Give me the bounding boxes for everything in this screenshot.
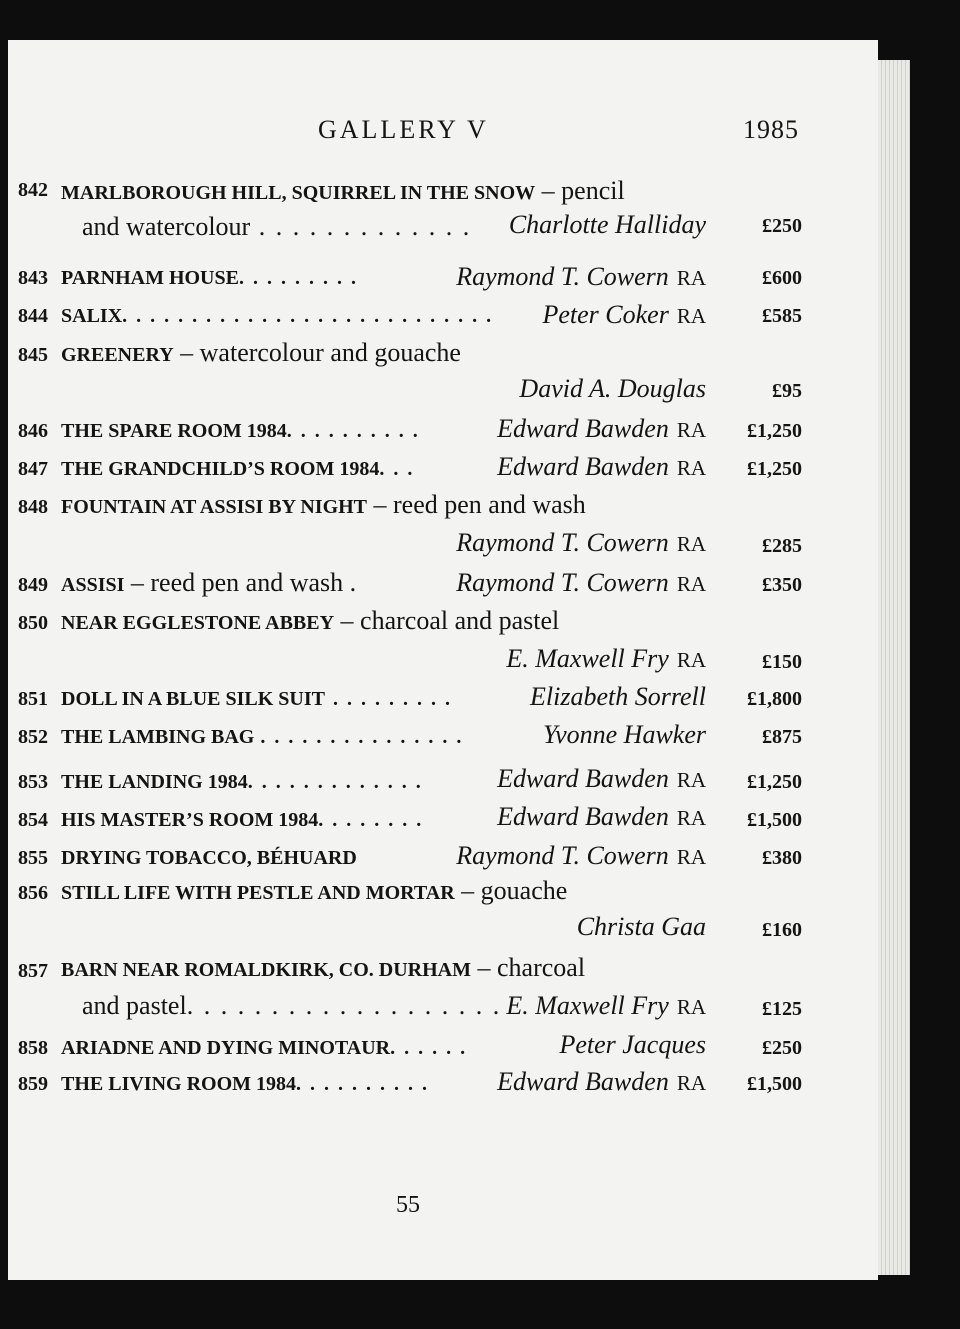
entry-number: 842 <box>18 179 48 201</box>
page-stack-edge <box>878 60 910 1275</box>
leader-dots: . . . . . . . . . . . . . . . . . . . <box>186 991 502 1020</box>
entry-price: £1,250 <box>747 458 802 480</box>
leader-dots: . . . <box>379 458 415 480</box>
leader-dots: . . . . . . . . . . <box>286 420 420 442</box>
title-text: THE GRANDCHILD’S ROOM 1984 <box>61 458 380 480</box>
entry-number: 850 <box>18 612 48 634</box>
entry-continuation <box>82 991 501 1021</box>
entry-number: 853 <box>18 771 48 793</box>
title-text: PARNHAM HOUSE <box>61 267 239 289</box>
entry-price: £1,800 <box>747 688 802 710</box>
title-text: SALIX <box>61 305 123 327</box>
leader-dots: . . . . . . <box>390 1037 468 1059</box>
entry-price: £285 <box>762 535 802 557</box>
entry-artist <box>497 764 706 794</box>
artist-name: Raymond T. Cowern <box>456 528 669 557</box>
entry-price: £1,250 <box>747 420 802 442</box>
entry-medium <box>124 568 356 597</box>
entry-artist <box>543 720 706 750</box>
entry-title <box>61 953 585 983</box>
leader-dots: . . . . . . . . . . . . . <box>250 212 472 241</box>
running-head-gallery: GALLERY V <box>318 115 489 144</box>
entry-number: 845 <box>18 344 48 366</box>
leader-dots: . . . . . . . . . . <box>296 1073 430 1095</box>
artist-name: Edward Bawden <box>497 1067 669 1096</box>
entry-title <box>61 1073 429 1096</box>
entry-number: 857 <box>18 960 48 982</box>
artist-name: Elizabeth Sorrell <box>530 682 706 711</box>
artist-name: Charlotte Halliday <box>508 210 706 239</box>
leader-dots: . <box>343 568 357 597</box>
entry-number: 847 <box>18 458 48 480</box>
entry-artist <box>542 300 706 330</box>
entry-price: £250 <box>762 1037 802 1059</box>
artist-name: Peter Coker <box>542 300 669 329</box>
entry-title <box>61 305 493 328</box>
artist-name: Edward Bawden <box>497 764 669 793</box>
continuation-text: and watercolour <box>82 212 251 241</box>
entry-artist <box>506 991 706 1021</box>
entry-medium: – reed pen and wash <box>367 490 586 519</box>
entry-medium: – charcoal <box>471 953 586 982</box>
entry-number: 844 <box>18 305 48 327</box>
entry-title <box>61 490 586 520</box>
entry-artist <box>559 1030 706 1060</box>
artist-name: E. Maxwell Fry <box>506 991 669 1020</box>
title-text: DOLL IN A BLUE SILK SUIT <box>61 688 325 710</box>
title-text: ARIADNE AND DYING MINOTAUR <box>61 1037 391 1059</box>
entry-medium: – watercolour and gouache <box>173 338 461 367</box>
ra-suffix: RA <box>676 572 706 596</box>
title-text: BARN NEAR ROMALDKIRK, CO. DURHAM <box>61 959 471 981</box>
entry-artist <box>577 912 706 942</box>
title-text: STILL LIFE WITH PESTLE AND MORTAR <box>61 882 455 904</box>
title-text: HIS MASTER’S ROOM 1984 <box>61 809 319 831</box>
entry-number: 846 <box>18 420 48 442</box>
entry-title <box>61 176 625 206</box>
entry-number: 852 <box>18 726 48 748</box>
entry-artist <box>456 841 706 871</box>
entry-continuation <box>82 212 471 242</box>
entry-price: £1,500 <box>747 1073 802 1095</box>
entry-title <box>61 1037 467 1060</box>
entry-medium: – pencil <box>535 176 625 205</box>
ra-suffix: RA <box>676 845 706 869</box>
artist-name: Christa Gaa <box>576 912 706 941</box>
entry-artist <box>456 528 706 558</box>
title-text: ASSISI <box>61 574 125 596</box>
entry-price: £1,500 <box>747 809 802 831</box>
entry-number: 849 <box>18 574 48 596</box>
entry-number: 858 <box>18 1037 48 1059</box>
entry-artist <box>497 1067 706 1097</box>
entry-title <box>61 847 357 870</box>
leader-dots: . . . . . . . . . . . . . . . . . . . . . . . . . . . <box>122 305 494 327</box>
ra-suffix: RA <box>676 995 706 1019</box>
ra-suffix: RA <box>676 456 706 480</box>
ra-suffix: RA <box>676 418 706 442</box>
leader-dots: . . . . . . . . . . . . . <box>247 771 423 793</box>
entry-medium: – gouache <box>454 876 568 905</box>
title-text: THE SPARE ROOM 1984 <box>61 420 287 442</box>
artist-name: Raymond T. Cowern <box>456 262 669 291</box>
title-text: THE LAMBING BAG <box>61 726 255 748</box>
entry-price: £1,250 <box>747 771 802 793</box>
artist-name: David A. Douglas <box>519 374 706 403</box>
title-text: GREENERY <box>61 344 174 366</box>
title-text: NEAR EGGLESTONE ABBEY <box>61 612 335 634</box>
entry-artist <box>456 568 706 598</box>
entry-price: £600 <box>762 267 802 289</box>
entry-price: £95 <box>772 380 802 402</box>
title-text: MARLBOROUGH HILL, SQUIRREL IN THE SNOW <box>61 182 536 204</box>
continuation-text: and pastel <box>82 991 187 1020</box>
running-head-year: 1985 <box>743 115 799 144</box>
entry-price: £150 <box>762 651 802 673</box>
entry-artist <box>456 262 706 292</box>
leader-dots: . . . . . . . . . . . . . . . <box>260 726 464 748</box>
medium-text: – reed pen and wash <box>124 568 344 597</box>
entry-artist <box>509 210 706 240</box>
entry-artist <box>497 802 706 832</box>
entry-title <box>61 726 463 749</box>
artist-name: Edward Bawden <box>497 414 669 443</box>
ra-suffix: RA <box>676 266 706 290</box>
entry-title <box>61 771 423 794</box>
leader-dots: . . . . . . . . <box>318 809 424 831</box>
artist-name: Edward Bawden <box>497 802 669 831</box>
ra-suffix: RA <box>676 768 706 792</box>
entry-title <box>61 420 420 443</box>
title-text: DRYING TOBACCO, BÉHUARD <box>61 847 357 869</box>
ra-suffix: RA <box>676 304 706 328</box>
entry-title <box>61 568 356 598</box>
leader-dots: . . . . . . . . . <box>238 267 358 289</box>
entry-price: £350 <box>762 574 802 596</box>
title-text: FOUNTAIN AT ASSISI BY NIGHT <box>61 496 368 518</box>
entry-number: 856 <box>18 882 48 904</box>
artist-name: Yvonne Hawker <box>543 720 706 749</box>
entry-price: £250 <box>762 215 802 237</box>
entry-price: £160 <box>762 919 802 941</box>
entry-number: 848 <box>18 496 48 518</box>
title-text: THE LIVING ROOM 1984 <box>61 1073 297 1095</box>
title-text: THE LANDING 1984 <box>61 771 248 793</box>
entry-number: 851 <box>18 688 48 710</box>
leader-dots: . . . . . . . . . <box>333 688 452 710</box>
artist-name: Peter Jacques <box>559 1030 706 1059</box>
artist-name: Raymond T. Cowern <box>456 841 669 870</box>
entry-price: £125 <box>762 998 802 1020</box>
entry-artist <box>497 414 706 444</box>
entry-number: 859 <box>18 1073 48 1095</box>
entry-title <box>61 267 358 290</box>
entry-title <box>61 876 567 906</box>
entry-title <box>61 606 559 636</box>
entry-title <box>61 688 452 711</box>
entry-artist <box>519 374 706 404</box>
entry-medium: – charcoal and pastel <box>334 606 560 635</box>
entry-title <box>61 809 423 832</box>
entry-price: £585 <box>762 305 802 327</box>
entry-title <box>61 338 461 368</box>
artist-name: Raymond T. Cowern <box>456 568 669 597</box>
entry-price: £875 <box>762 726 802 748</box>
entry-artist <box>506 644 706 674</box>
entry-artist <box>497 452 706 482</box>
entry-number: 854 <box>18 809 48 831</box>
entry-number: 855 <box>18 847 48 869</box>
ra-suffix: RA <box>676 1071 706 1095</box>
ra-suffix: RA <box>676 806 706 830</box>
artist-name: E. Maxwell Fry <box>506 644 669 673</box>
entry-number: 843 <box>18 267 48 289</box>
entry-title <box>61 458 414 481</box>
ra-suffix: RA <box>676 648 706 672</box>
entry-price: £380 <box>762 847 802 869</box>
page-number: 55 <box>396 1192 420 1218</box>
entry-artist <box>530 682 706 712</box>
artist-name: Edward Bawden <box>497 452 669 481</box>
ra-suffix: RA <box>676 532 706 556</box>
